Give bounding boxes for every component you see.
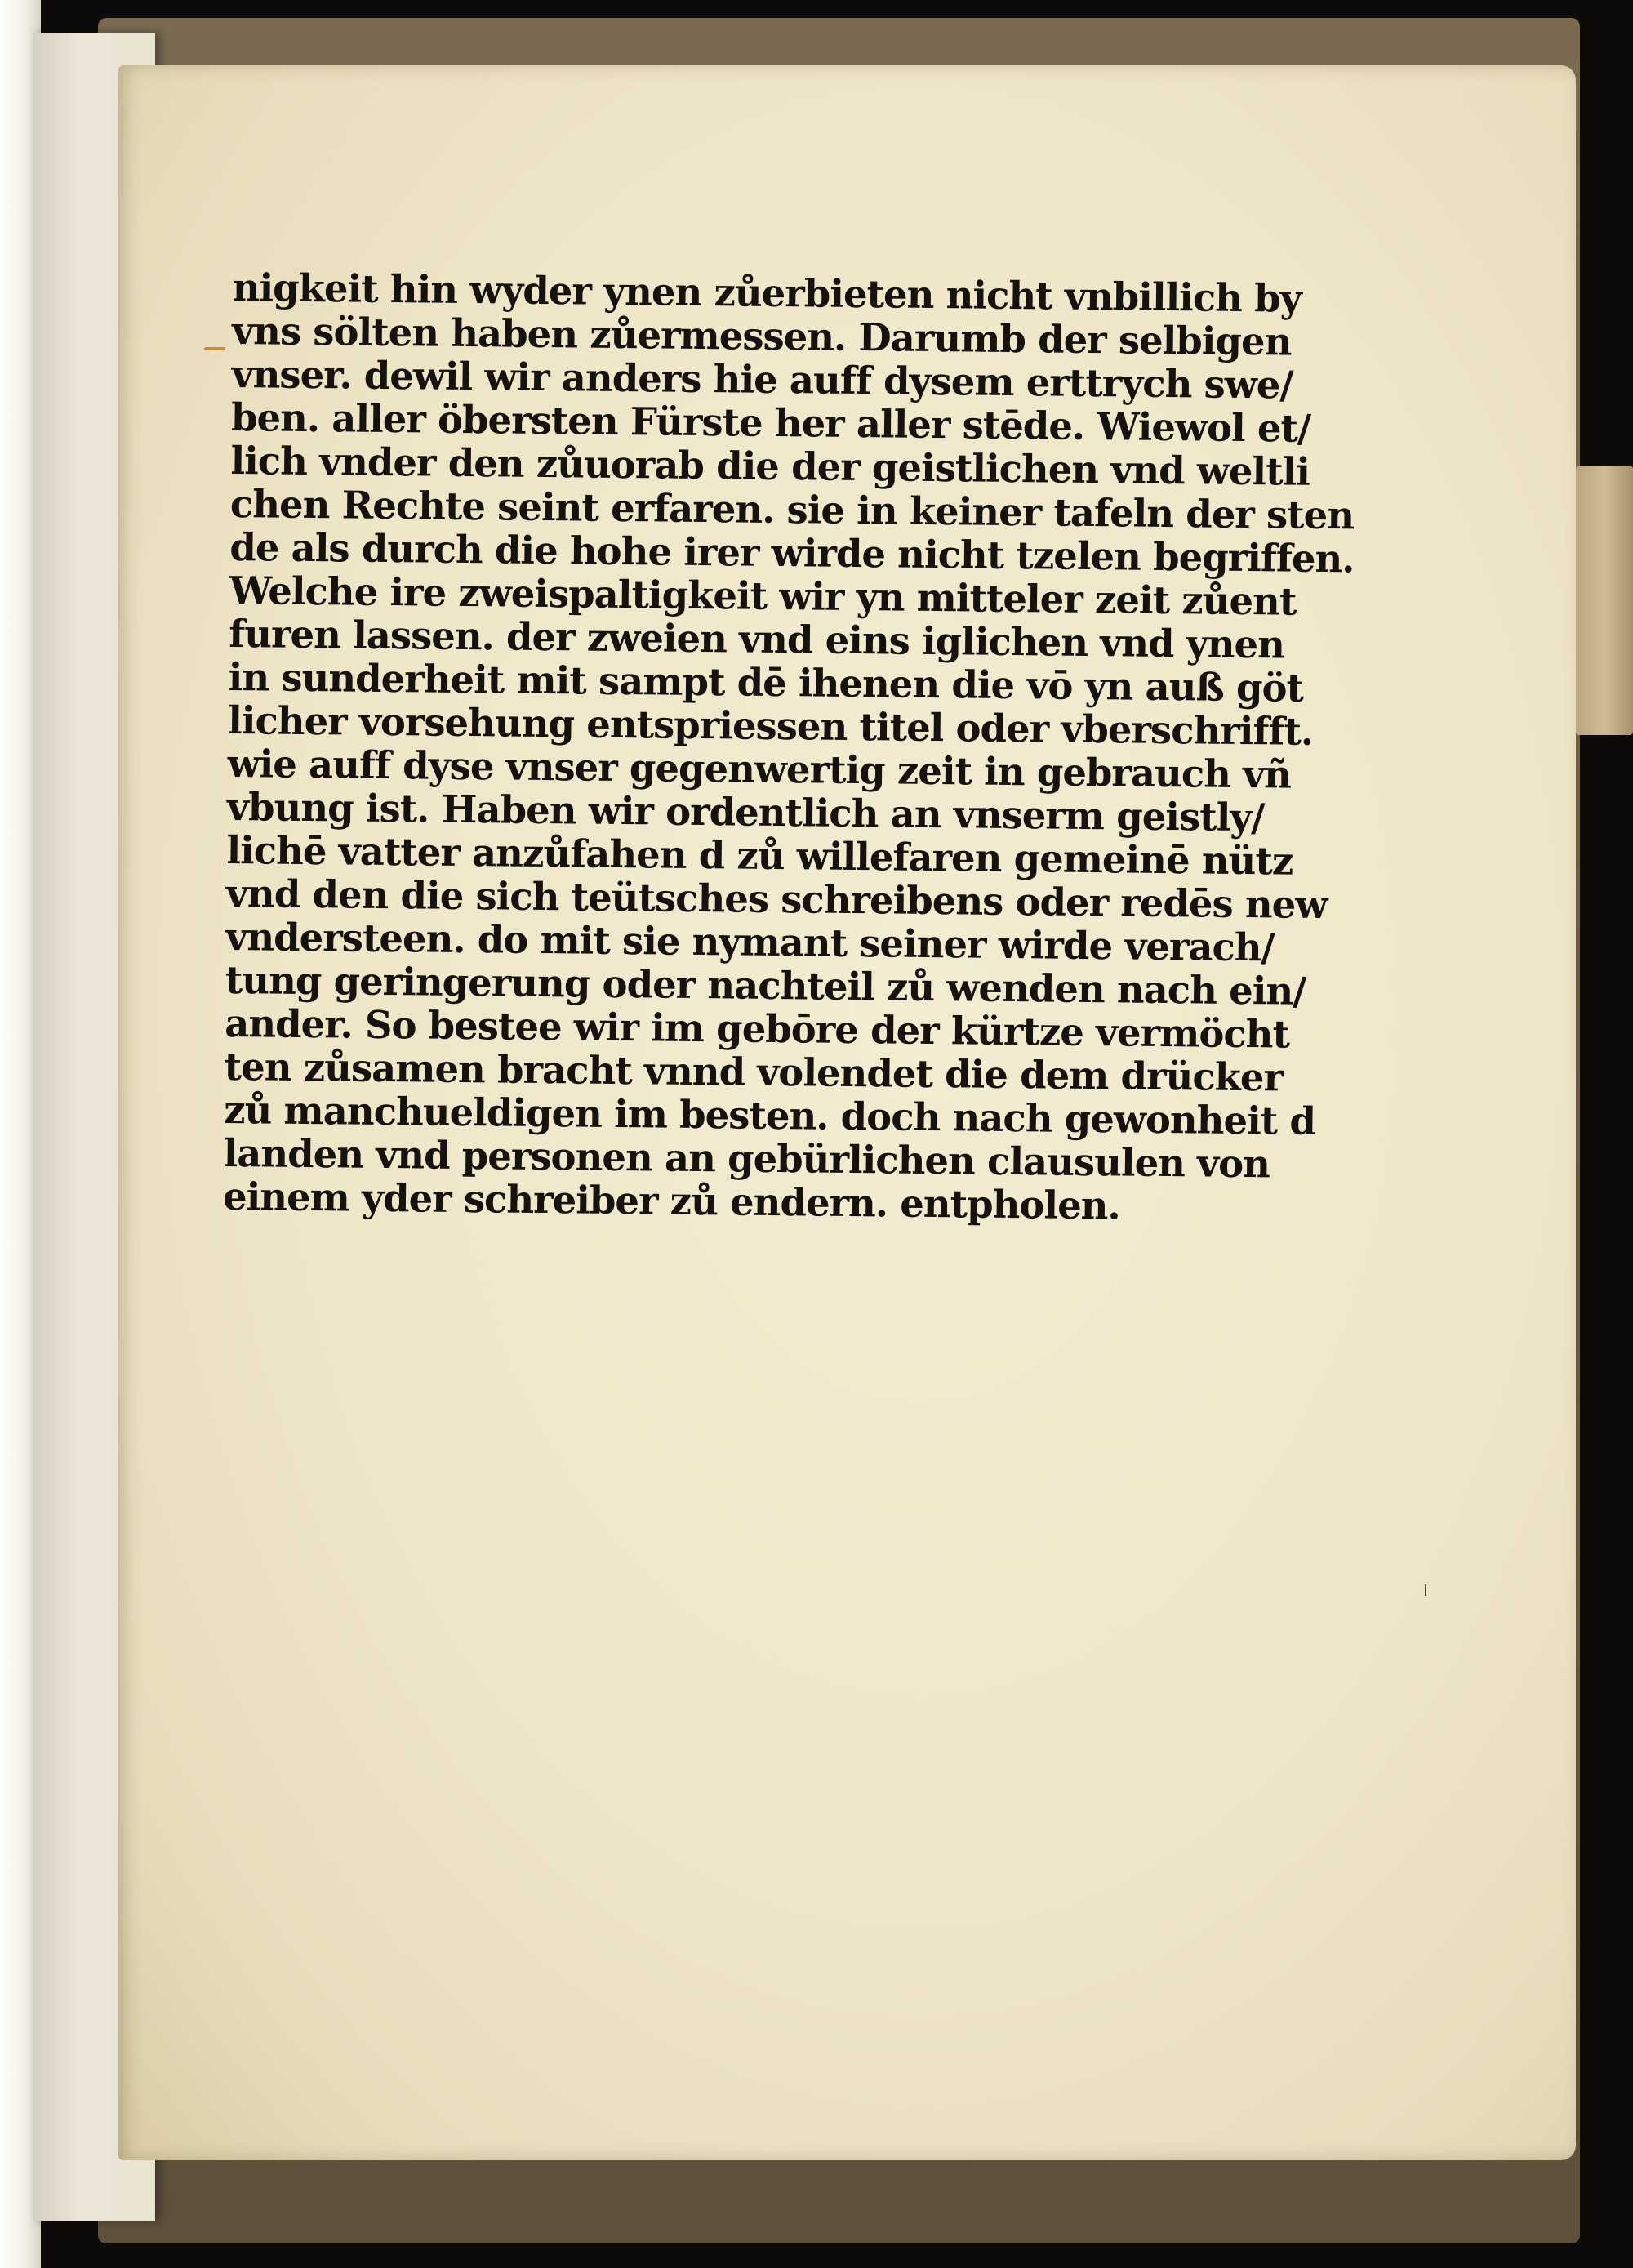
ink-mark <box>1425 1584 1426 1596</box>
text-line: chen Rechte seint erfaren. sie in keiner tafeln der sten <box>229 480 1355 538</box>
text-line: furen lassen. der zweien vnd eins iglichen vnd ynen <box>228 610 1285 667</box>
text-line: ben. aller öbersten Fürste her aller stēde. Wiewol et/ <box>230 394 1311 451</box>
text-line: ander. So bestee wir im gebōre der kürtze vermöcht <box>224 1000 1290 1057</box>
text-line: lichē vatter anzůfahen d zů willefaren gemeinē nütz <box>226 827 1293 884</box>
text-line: ten zůsamen bracht vnnd volendet die dem drücker <box>224 1043 1284 1100</box>
text-line: nigkeit hin wyder ynen zůerbieten nicht vnbillich by <box>232 265 1302 321</box>
text-line: lich vnder den zůuorab die der geistlichen vnd weltli <box>230 437 1310 494</box>
text-line: vbung ist. Haben wir ordentlich an vnserm geistly/ <box>226 783 1265 840</box>
text-line: vns sölten haben zůermessen. Darumb der selbigen <box>231 307 1292 364</box>
text-line: de als durch die hohe irer wirde nicht tzelen begriffen. <box>229 524 1355 581</box>
text-line: landen vnd personen an gebürlichen clausulen von <box>223 1130 1270 1187</box>
text-line: vnd den die sich teütsches schreibens oder redēs new <box>225 870 1328 928</box>
text-line: vnser. dewil wir anders hie auff dysem erttrych swe/ <box>231 350 1293 408</box>
text-line: in sunderheit mit sampt dē ihenen die vō yn auß göt <box>228 653 1304 711</box>
text-line: wie auff dyse vnser gegenwertig zeit in gebrauch vñ <box>227 740 1292 797</box>
text-line: tung geringerung oder nachteil zů wenden nach ein/ <box>225 956 1306 1014</box>
page-tab <box>1576 466 1633 735</box>
text-line: licher vorsehung entspriessen titel oder vberschrifft. <box>227 697 1314 754</box>
text-line: zů manchueldigen im besten. doch nach gewonheit d <box>223 1086 1316 1143</box>
text-line: einem yder schreiber zů endern. entpholen. <box>222 1173 1120 1228</box>
margin-mark <box>204 347 225 350</box>
text-line: vndersteen. do mit sie nymant seiner wirde verach/ <box>225 913 1275 970</box>
text-line: Welche ire zweispaltigkeit wir yn mitteler zeit zůent <box>229 567 1297 624</box>
page-text <box>222 265 1355 1228</box>
